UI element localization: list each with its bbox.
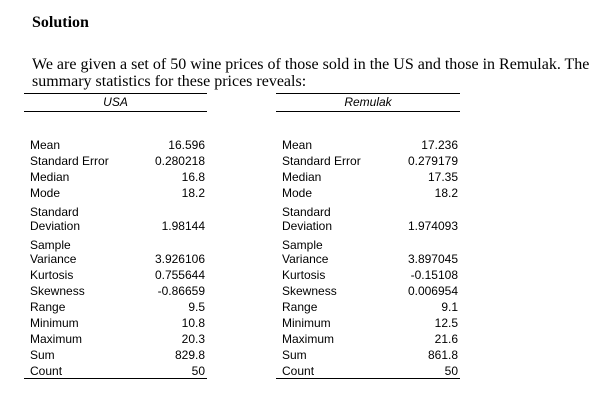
table-row	[276, 282, 460, 298]
stat-label: Sample Variance	[282, 238, 329, 266]
stat-value: 861.8	[427, 348, 458, 362]
stat-value: 18.2	[181, 186, 205, 200]
stat-value: 3.897045	[407, 252, 458, 266]
remulak-stats-table	[276, 93, 460, 379]
stat-label: Count	[30, 364, 63, 378]
stat-value: 12.5	[434, 316, 458, 330]
table-row	[24, 346, 207, 362]
stat-label: Mean	[30, 138, 61, 152]
stat-value: -0.15108	[410, 268, 458, 282]
table-row	[276, 330, 460, 346]
table-body-usa	[24, 136, 207, 379]
table-row	[276, 136, 460, 152]
table-row	[276, 362, 460, 378]
stat-value: 1.98144	[161, 219, 205, 233]
stat-value: 20.3	[181, 332, 205, 346]
stat-label: Standard Deviation	[30, 205, 81, 233]
stat-label: Mode	[30, 186, 61, 200]
stat-label: Median	[30, 170, 70, 184]
stat-value: 0.006954	[407, 284, 458, 298]
table-row	[24, 184, 207, 200]
table-header-usa: USA	[24, 93, 207, 112]
table-row	[24, 168, 207, 184]
table-header-remulak: Remulak	[276, 93, 460, 112]
stat-label: Sum	[282, 348, 307, 362]
table-row	[24, 152, 207, 168]
stat-value: 21.6	[434, 332, 458, 346]
stat-label: Sample Variance	[30, 238, 77, 266]
stat-value: 17.35	[427, 170, 458, 184]
table-row	[24, 200, 207, 233]
intro-paragraph: We are given a set of 50 wine prices of those sold in the US and those in Remulak. The summary statistics for these prices reveals:	[32, 56, 590, 90]
stat-label: Range	[30, 300, 66, 314]
stat-value: 0.755644	[154, 268, 205, 282]
stat-label: Standard Error	[282, 154, 361, 168]
table-row	[24, 136, 207, 152]
table-row	[276, 152, 460, 168]
stat-value: 17.236	[421, 138, 458, 152]
stat-value: 0.279179	[407, 154, 458, 168]
table-row	[276, 168, 460, 184]
table-row	[276, 200, 460, 233]
table-row	[24, 330, 207, 346]
solution-heading: Solution	[32, 14, 89, 31]
stat-label: Maximum	[30, 332, 83, 346]
stat-label: Range	[282, 300, 318, 314]
table-body-remulak	[276, 136, 460, 379]
stat-label: Skewness	[282, 284, 337, 298]
stat-value: 1.974093	[407, 219, 458, 233]
table-row	[24, 298, 207, 314]
stat-value: -0.86659	[157, 284, 205, 298]
stat-label: Median	[282, 170, 322, 184]
stat-value: 16.596	[168, 138, 205, 152]
stat-label: Mode	[282, 186, 313, 200]
stat-label: Maximum	[282, 332, 335, 346]
stat-value: 3.926106	[154, 252, 205, 266]
table-row	[276, 233, 460, 266]
table-row	[276, 184, 460, 200]
table-row	[24, 233, 207, 266]
table-row	[276, 266, 460, 282]
stat-value: 50	[444, 364, 458, 378]
stat-label: Mean	[282, 138, 313, 152]
usa-stats-table	[24, 93, 207, 379]
stat-value: 18.2	[434, 186, 458, 200]
stat-value: 9.5	[188, 300, 205, 314]
stat-label: Standard Deviation	[282, 205, 333, 233]
stat-label: Sum	[30, 348, 55, 362]
table-row	[24, 282, 207, 298]
stat-label: Kurtosis	[30, 268, 74, 282]
table-row	[24, 266, 207, 282]
stat-label: Minimum	[30, 316, 79, 330]
stat-label: Count	[282, 364, 315, 378]
table-row	[24, 314, 207, 330]
stat-value: 16.8	[181, 170, 205, 184]
stat-value: 50	[191, 364, 205, 378]
stat-label: Minimum	[282, 316, 331, 330]
stat-value: 10.8	[181, 316, 205, 330]
stat-label: Skewness	[30, 284, 85, 298]
table-row	[276, 346, 460, 362]
stat-label: Kurtosis	[282, 268, 326, 282]
table-row	[276, 298, 460, 314]
stat-label: Standard Error	[30, 154, 109, 168]
table-row	[276, 314, 460, 330]
table-row	[24, 362, 207, 378]
stat-value: 829.8	[174, 348, 205, 362]
stat-value: 9.1	[441, 300, 458, 314]
stat-value: 0.280218	[154, 154, 205, 168]
